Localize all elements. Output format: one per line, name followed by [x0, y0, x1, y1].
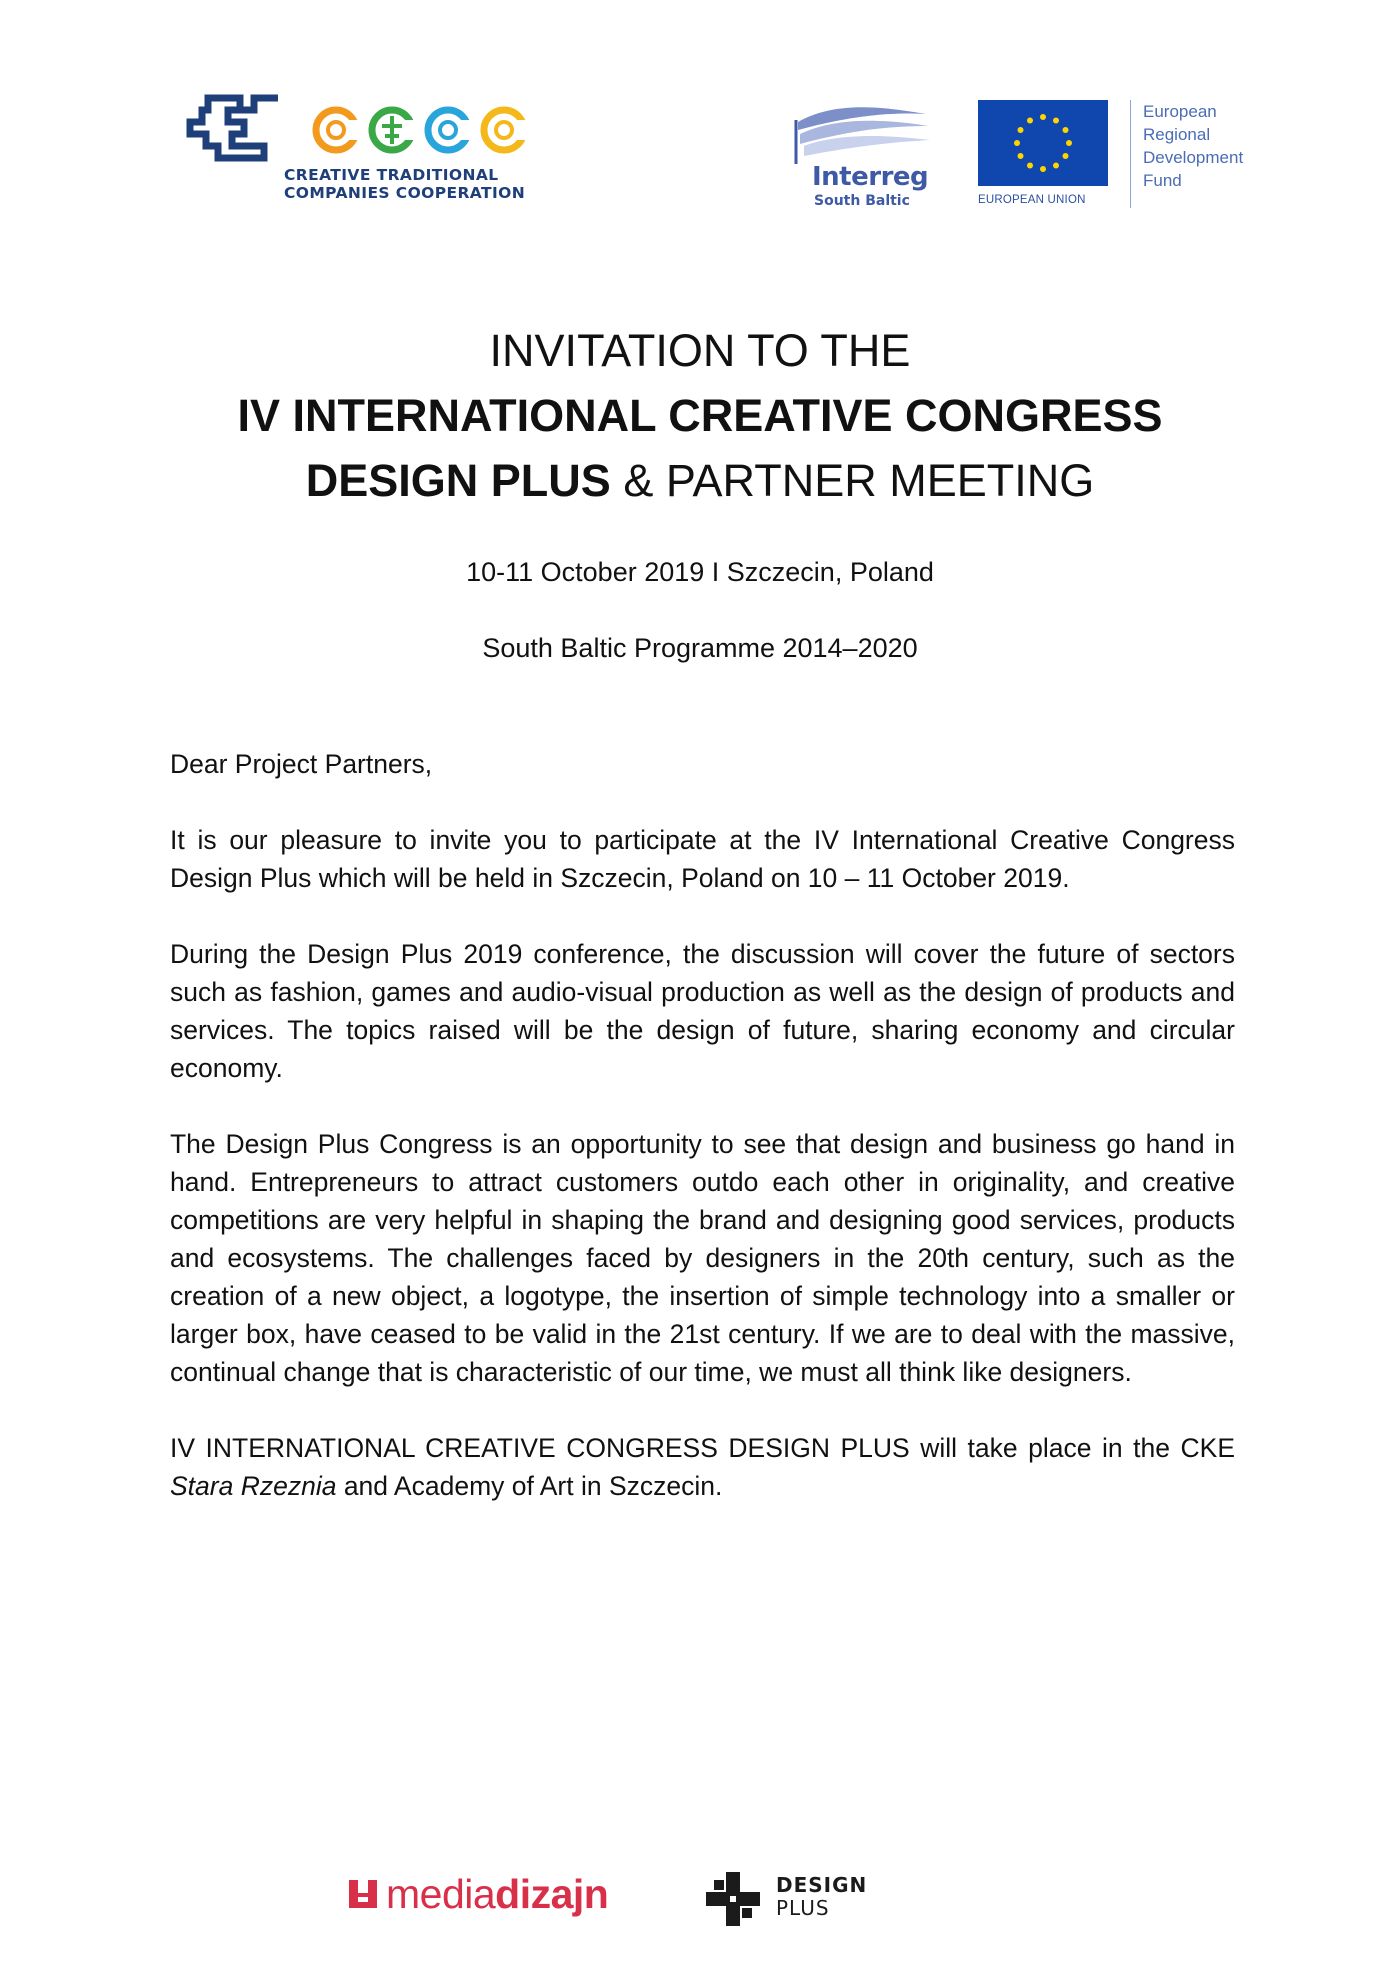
paragraph-venue [170, 1429, 1235, 1505]
paragraph-opportunity: The Design Plus Congress is an opportunity to see that design and business go hand in hand. Entrepreneurs to attract customers outdo each other in originality, and creative competitions are very helpful in shaping the brand and designing good services, products and ecosystems. The challenges faced by designers in the 20th century, such as the creation of a new object, a logotype, the insertion of simple technology into a smaller or larger box, have ceased to be valid in the 21st century. If we are to deal with the massive, continual change that is characteristic of our time, we must all think like designers. [170, 1129, 1235, 1387]
designplus-wordmark [776, 1874, 867, 1920]
eu-fund-line: Regional [1143, 125, 1211, 144]
eu-logo [978, 100, 1278, 212]
invitation-title [0, 318, 1400, 513]
paragraph-invitation: It is our pleasure to invite you to participate at the IV International Creative Congress Design Plus which will be held in Szczecin, Poland on 10 – 11 October 2019. [170, 825, 1235, 893]
mediadizajn-logo [342, 1867, 672, 1929]
ctcc-logo [178, 94, 548, 204]
venue-text-end: and Academy of Art in Szczecin. [336, 1471, 723, 1501]
eu-flag-icon [978, 100, 1108, 186]
ctcc-emblem-icon [178, 94, 548, 166]
eu-fund-label [1143, 100, 1243, 192]
mediadizajn-wordmark [386, 1871, 608, 1918]
interreg-waves-icon [790, 100, 940, 164]
title-partner-meeting: & PARTNER MEETING [610, 455, 1095, 506]
eu-divider [1130, 100, 1131, 208]
designplus-mark-icon [704, 1870, 762, 1928]
interreg-name: Interreg [812, 162, 929, 192]
designplus-logo [704, 1866, 884, 1932]
venue-name: Stara Rzeznia [170, 1471, 337, 1501]
ctcc-line2: COMPANIES COOPERATION [284, 184, 526, 202]
eu-caption: EUROPEAN UNION [978, 194, 1086, 206]
ctcc-line1: CREATIVE TRADITIONAL [284, 166, 499, 184]
event-date-location: 10-11 October 2019 I Szczecin, Poland [466, 557, 934, 587]
designplus-line2: PLUS [776, 1896, 830, 1920]
title-line-1: INVITATION TO THE [489, 325, 911, 376]
title-congress-name: IV INTERNATIONAL CREATIVE CONGRESS [237, 390, 1163, 441]
ctcc-wordmark [284, 166, 525, 202]
mediadizajn-mark-icon [346, 1877, 380, 1911]
letter-body [170, 745, 1235, 1543]
designplus-line1: DESIGN [776, 1873, 868, 1897]
venue-text-start: IV INTERNATIONAL CREATIVE CONGRESS DESIGN PLUS will take place in the CKE [170, 1433, 1235, 1463]
mediadizajn-bold: dizajn [495, 1871, 609, 1917]
interreg-logo [790, 100, 940, 210]
interreg-subtitle: South Baltic [814, 193, 910, 209]
eu-fund-line: Fund [1143, 171, 1182, 190]
eu-fund-line: European [1143, 102, 1217, 121]
eu-fund-line: Development [1143, 148, 1244, 167]
title-line-2 [0, 383, 1400, 448]
programme-line: South Baltic Programme 2014–2020 [482, 633, 918, 663]
title-line-3 [0, 448, 1400, 513]
mediadizajn-light: media [386, 1871, 496, 1917]
title-design-plus: DESIGN PLUS [305, 455, 611, 506]
greeting: Dear Project Partners, [170, 749, 433, 779]
paragraph-topics: During the Design Plus 2019 conference, the discussion will cover the future of sectors such as fashion, games and audio-visual production as well as the design of products and services. The topics raised will be the design of future, sharing economy and circular economy. [170, 939, 1235, 1083]
